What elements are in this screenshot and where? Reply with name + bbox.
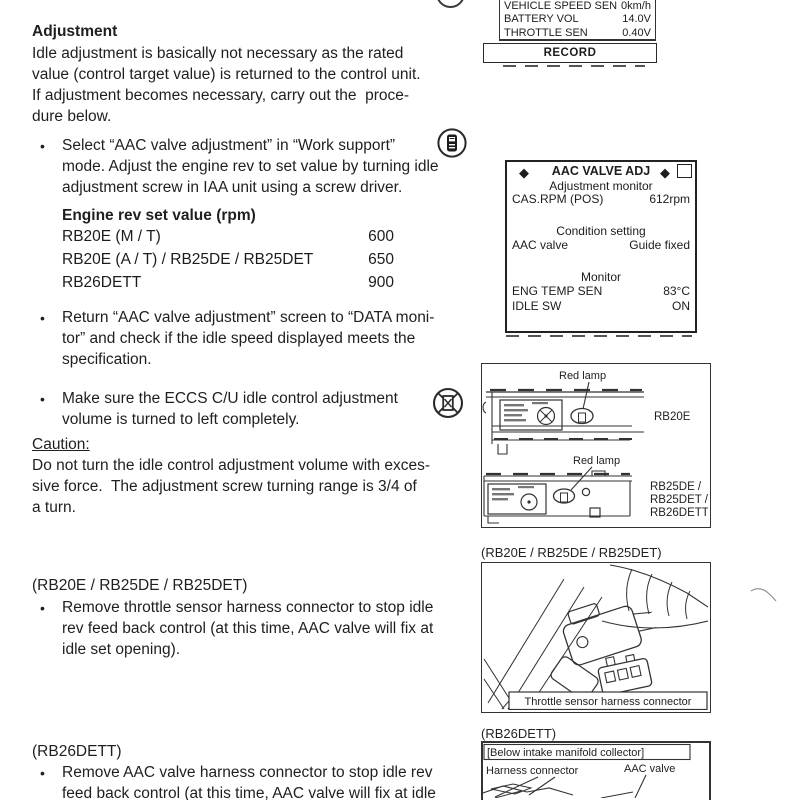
- red-lamp-symbol: [554, 489, 575, 503]
- screen-title: AAC VALVE ADJ: [551, 164, 651, 178]
- step-line: specification.: [62, 351, 152, 368]
- intro-line: dure below.: [32, 108, 112, 125]
- work-support-consult-icon: [436, 127, 468, 159]
- step-line: Select “AAC valve adjustment” in “Work support”: [62, 137, 396, 154]
- bullet-marker: •: [40, 138, 45, 154]
- step-line: mode. Adjust the engine rev to set value by turning idle: [62, 158, 439, 175]
- table-row: [500, 0, 655, 13]
- step-line: Remove throttle sensor harness connector to stop idle: [62, 599, 434, 616]
- screen-row: [507, 284, 695, 298]
- screen-row-label: AAC valve: [512, 238, 569, 252]
- idle-volume-screw-icon: [431, 386, 465, 420]
- engine-label: RB25DET /: [650, 494, 708, 506]
- rev-value: 650: [368, 251, 394, 268]
- scan-artifact: [748, 584, 782, 604]
- monitor-value: 0.40V: [622, 26, 651, 39]
- red-lamp-label-2: Red lamp: [573, 455, 621, 467]
- screen-row: [507, 238, 695, 252]
- screen-row: [507, 299, 695, 313]
- step-line: tor” and check if the idle speed displayed meets the: [62, 330, 416, 347]
- intro-line: If adjustment becomes necessary, carry out the proce-: [32, 87, 410, 104]
- cut-off-consult-icon: [436, 0, 465, 8]
- screen-section-label: Adjustment monitor: [549, 179, 653, 193]
- step-line: rev feed back control (at this time, AAC valve will fix at: [62, 620, 434, 637]
- aac-valve-adj-screen: [505, 160, 697, 333]
- screen-row-value: 612rpm: [649, 192, 690, 206]
- scan-smudge: [506, 335, 692, 337]
- screen-row: [507, 192, 695, 206]
- screen-row-value: Guide fixed: [629, 238, 690, 252]
- step-line: Return “AAC valve adjustment” screen to “DATA moni-: [62, 309, 435, 326]
- engine-group-heading: (RB26DETT): [32, 743, 122, 760]
- caution-line: a turn.: [32, 499, 76, 516]
- rev-label: RB20E (A / T) / RB25DE / RB25DET: [62, 251, 314, 268]
- figure-caption: (RB26DETT): [481, 726, 557, 741]
- step-line: idle set opening).: [62, 641, 181, 658]
- screen-section-label: Monitor: [580, 270, 621, 284]
- throttle-sensor-drawing: [482, 563, 708, 710]
- caution-label: Caution:: [32, 436, 90, 453]
- caution-line: sive force. The adjustment screw turning range is 3/4 of: [32, 478, 417, 495]
- scan-smudge: [503, 65, 645, 67]
- bullet-marker: •: [40, 765, 45, 781]
- data-monitor-table: [499, 0, 656, 41]
- aac-valve-drawing: [483, 743, 709, 798]
- aac-valve-figure: [481, 741, 711, 800]
- table-row: [62, 251, 394, 269]
- table-row: [500, 13, 655, 26]
- rev-label: RB26DETT: [62, 274, 142, 291]
- table-row: [500, 27, 655, 40]
- screen-row-label: IDLE SW: [512, 299, 562, 313]
- bullet-marker: •: [40, 310, 45, 326]
- red-lamp-drawing: [482, 364, 708, 525]
- figure-caption: (RB20E / RB25DE / RB25DET): [481, 545, 662, 560]
- section-heading: Adjustment: [32, 23, 118, 40]
- step-line: adjustment screw in IAA unit using a screw driver.: [62, 179, 403, 196]
- record-button: RECORD: [483, 43, 657, 63]
- red-lamp-symbol: [571, 409, 593, 424]
- table-row: [62, 228, 394, 246]
- figure-label: AAC valve: [624, 763, 676, 775]
- diamond-icon: ◆: [519, 165, 529, 180]
- step-line: Make sure the ECCS C/U idle control adjustment: [62, 390, 398, 407]
- rev-value: 600: [368, 228, 394, 245]
- monitor-label: VEHICLE SPEED SEN: [504, 0, 618, 12]
- rev-label: RB20E (M / T): [62, 228, 161, 245]
- screen-section-label: Condition setting: [556, 224, 646, 238]
- monitor-label: THROTTLE SEN: [504, 26, 588, 39]
- step-line: volume is turned to left completely.: [62, 411, 300, 428]
- screen-corner-box-icon: [677, 164, 692, 178]
- rev-table-heading: Engine rev set value (rpm): [62, 207, 256, 224]
- step-line: feed back control (at this time, AAC valve will fix at idle: [62, 785, 436, 800]
- red-lamp-label-1: Red lamp: [559, 370, 607, 382]
- engine-group-heading: (RB20E / RB25DE / RB25DET): [32, 577, 248, 594]
- caution-line: Do not turn the idle control adjustment volume with exces-: [32, 457, 431, 474]
- bullet-marker: •: [40, 391, 45, 407]
- step-line: Remove AAC valve harness connector to stop idle rev: [62, 764, 433, 781]
- intro-line: Idle adjustment is basically not necessary as the rated: [32, 45, 404, 62]
- engine-label: RB20E: [654, 411, 691, 423]
- rev-value: 900: [368, 274, 394, 291]
- screen-row-label: ENG TEMP SEN: [512, 284, 603, 298]
- monitor-label: BATTERY VOL: [504, 13, 579, 26]
- screen-row-label: CAS.RPM (POS): [512, 192, 604, 206]
- table-row: [62, 274, 394, 292]
- engine-label: RB25DE /: [650, 481, 702, 493]
- figure-label: Harness connector: [486, 765, 579, 777]
- figure-subcaption: [Below intake manifold collector]: [487, 747, 645, 759]
- intro-line: value (control target value) is returned to the control unit.: [32, 66, 421, 83]
- engine-label: RB26DETT: [650, 507, 708, 519]
- screen-row-value: 83°C: [663, 284, 690, 298]
- screen-row-value: ON: [672, 299, 690, 313]
- throttle-sensor-figure: [481, 562, 711, 713]
- figure-label: Throttle sensor harness connector: [524, 696, 692, 708]
- monitor-value: 0km/h: [621, 0, 651, 12]
- diamond-icon: ◆: [660, 165, 670, 180]
- monitor-value: 14.0V: [622, 13, 651, 26]
- bullet-marker: •: [40, 600, 45, 616]
- red-lamp-figure: [481, 363, 711, 528]
